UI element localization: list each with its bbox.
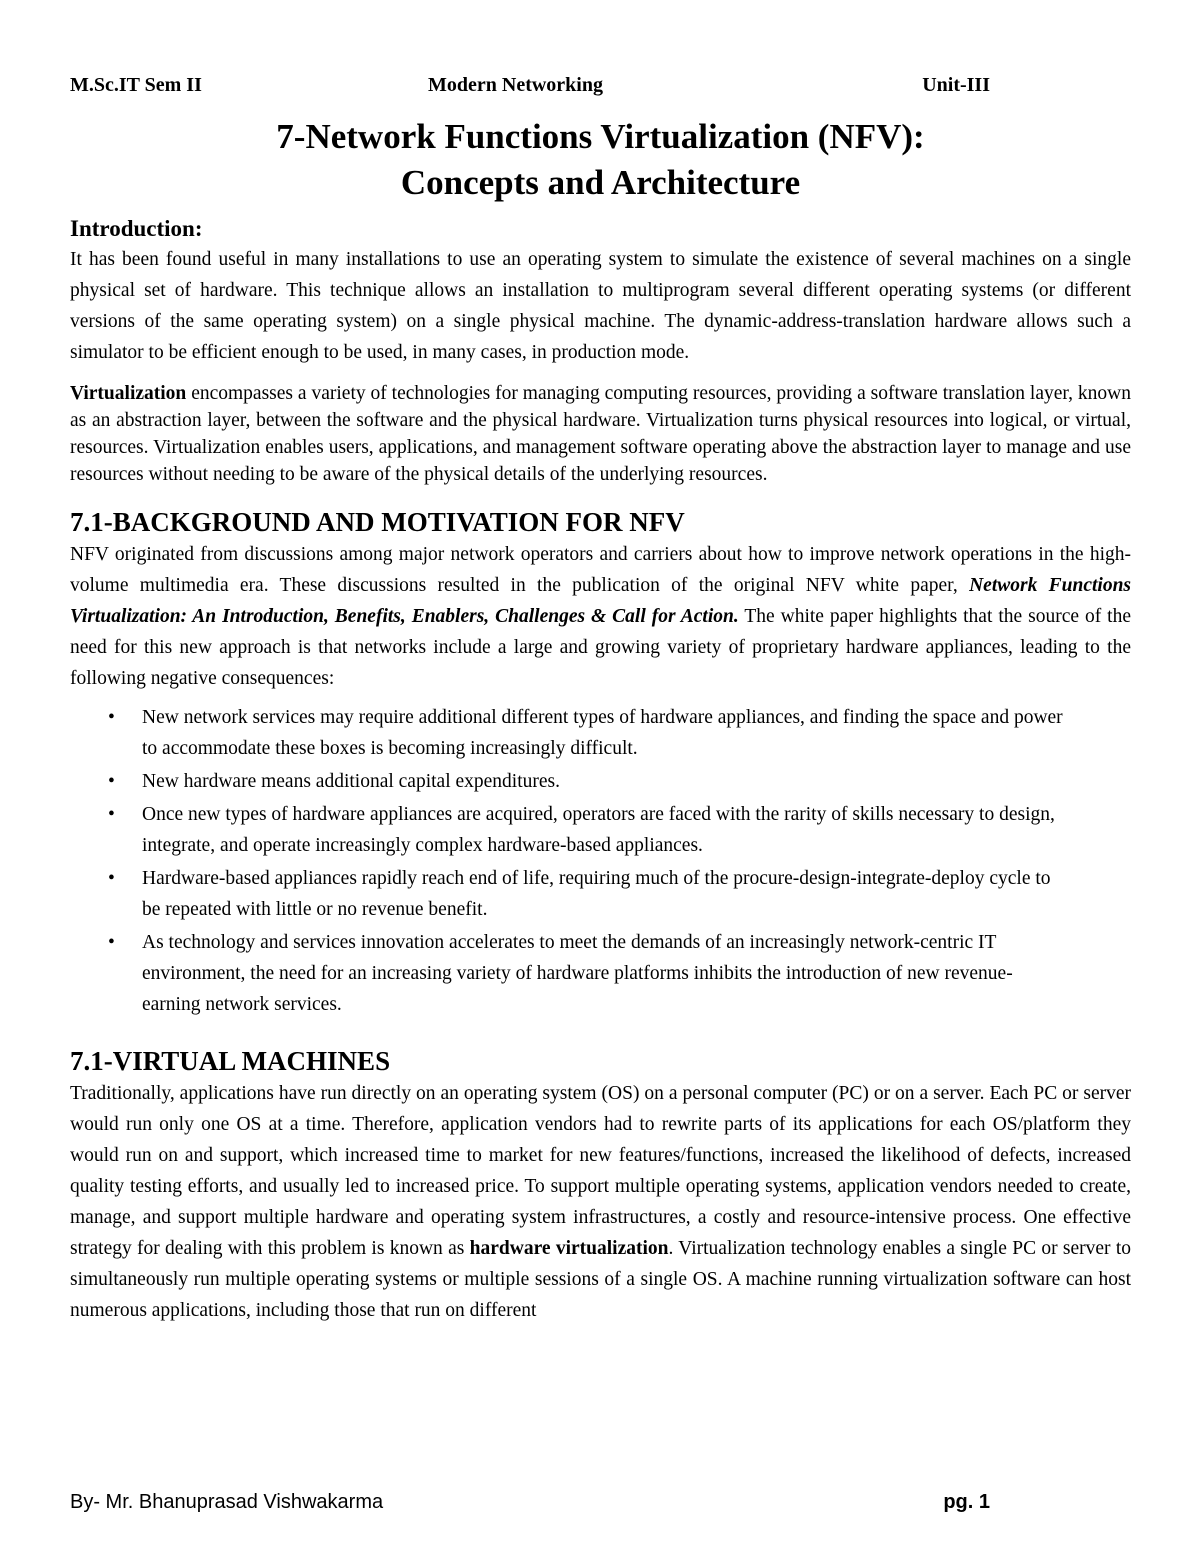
section-2-text-end: . Virtualization technology enables a single PC or server to simultaneously run multiple operating systems or multiple sessions of a single OS. A machine running virtualization software can host numerous applications, including those that run on different xyxy=(70,1238,1131,1321)
section-2-paragraph xyxy=(70,1078,1131,1326)
bullet-icon: • xyxy=(108,868,115,889)
page-footer xyxy=(70,1491,990,1519)
title-line-1: 7-Network Functions Virtualization (NFV): xyxy=(276,117,925,156)
list-item-text: As technology and services innovation accelerates to meet the demands of an increasingly network-centric IT environment, the need for an increasing variety of hardware platforms inhibits the introduction of new revenue-earning network services. xyxy=(142,932,1013,1015)
list-item-text: New hardware means additional capital expenditures. xyxy=(142,771,561,792)
section-1-paragraph xyxy=(70,539,1131,694)
document-page xyxy=(70,0,1131,1553)
bullet-icon: • xyxy=(108,707,115,728)
consequences-list xyxy=(70,702,1070,1020)
title-line-2: Concepts and Architecture xyxy=(400,163,801,202)
hardware-virtualization-term: hardware virtualization xyxy=(469,1238,669,1259)
list-item-text: Hardware-based appliances rapidly reach end of life, requiring much of the procure-design-integrate-deploy cycle to be repeated with little or no revenue benefit. xyxy=(142,868,1051,920)
page-header xyxy=(70,74,990,100)
section-2-text-start: Traditionally, applications have run directly on an operating system (OS) on a personal computer (PC) or on a server. Each PC or server would run only one OS at a time. Therefore, application vendors had to rewrite parts of its applications for each OS/platform they would run on and support, which increased time to market for new features/functions, increased the likelihood of defects, increased quality testing efforts, and usually led to increased price. To support multiple operating systems, application vendors needed to create, manage, and support multiple hardware and operating system infrastructures, a costly and resource-intensive process. One effective strategy for dealing with this problem is known as xyxy=(70,1083,1131,1259)
section-1-text-end: The white paper highlights that the source of the need for this new approach is that networks include a large and growing variety of proprietary hardware appliances, leading to the following negative consequences: xyxy=(70,606,1131,689)
list-item xyxy=(70,799,1070,861)
intro-heading: Introduction: xyxy=(70,216,203,241)
bullet-icon: • xyxy=(108,804,115,825)
list-item-text: New network services may require additional different types of hardware appliances, and finding the space and power to accommodate these boxes is becoming increasingly difficult. xyxy=(142,707,1063,759)
bullet-icon: • xyxy=(108,771,115,792)
list-item xyxy=(70,863,1070,925)
section-1-text-start: NFV originated from discussions among major network operators and carriers about how to improve network operations in the high-volume multimedia era. These discussions resulted in the publication of the original NFV white paper, xyxy=(70,544,1131,596)
section-2-heading: 7.1-VIRTUAL MACHINES xyxy=(70,1046,391,1076)
intro-paragraph-2 xyxy=(70,380,1131,488)
header-subject: Modern Networking xyxy=(428,74,603,96)
header-course: M.Sc.IT Sem II xyxy=(70,74,202,96)
page-number: pg. 1 xyxy=(943,1491,990,1513)
section-1-heading: 7.1-BACKGROUND AND MOTIVATION FOR NFV xyxy=(70,507,685,537)
page-title xyxy=(70,114,1131,206)
white-paper-title: Network Functions Virtualization: An Introduction, Benefits, Enablers, Challenges & Call for Action. xyxy=(70,575,1131,627)
document-body xyxy=(70,214,1131,1326)
footer-author: By- Mr. Bhanuprasad Vishwakarma xyxy=(70,1491,384,1513)
header-unit: Unit-III xyxy=(922,74,990,96)
list-item xyxy=(70,702,1070,764)
list-item xyxy=(70,927,1070,1020)
list-item-text: Once new types of hardware appliances are acquired, operators are faced with the rarity of skills necessary to design, integrate, and operate increasingly complex hardware-based appliances. xyxy=(142,804,1055,856)
intro-paragraph-2-text: encompasses a variety of technologies for managing computing resources, providing a software translation layer, known as an abstraction layer, between the software and the physical hardware. Virtualization turns physical resources into logical, or virtual, resources. Virtualization enables users, applications, and management software operating above the abstraction layer to manage and use resources without needing to be aware of the physical details of the underlying resources. xyxy=(70,383,1131,485)
list-item xyxy=(70,766,1070,797)
intro-paragraph-1: It has been found useful in many installations to use an operating system to simulate the existence of several machines on a single physical set of hardware. This technique allows an installation to multiprogram several different operating systems (or different versions of the same operating system) on a single physical machine. The dynamic-address-translation hardware allows such a simulator to be efficient enough to be used, in many cases, in production mode. xyxy=(70,249,1131,363)
bullet-icon: • xyxy=(108,932,115,953)
virtualization-term: Virtualization xyxy=(70,383,187,404)
